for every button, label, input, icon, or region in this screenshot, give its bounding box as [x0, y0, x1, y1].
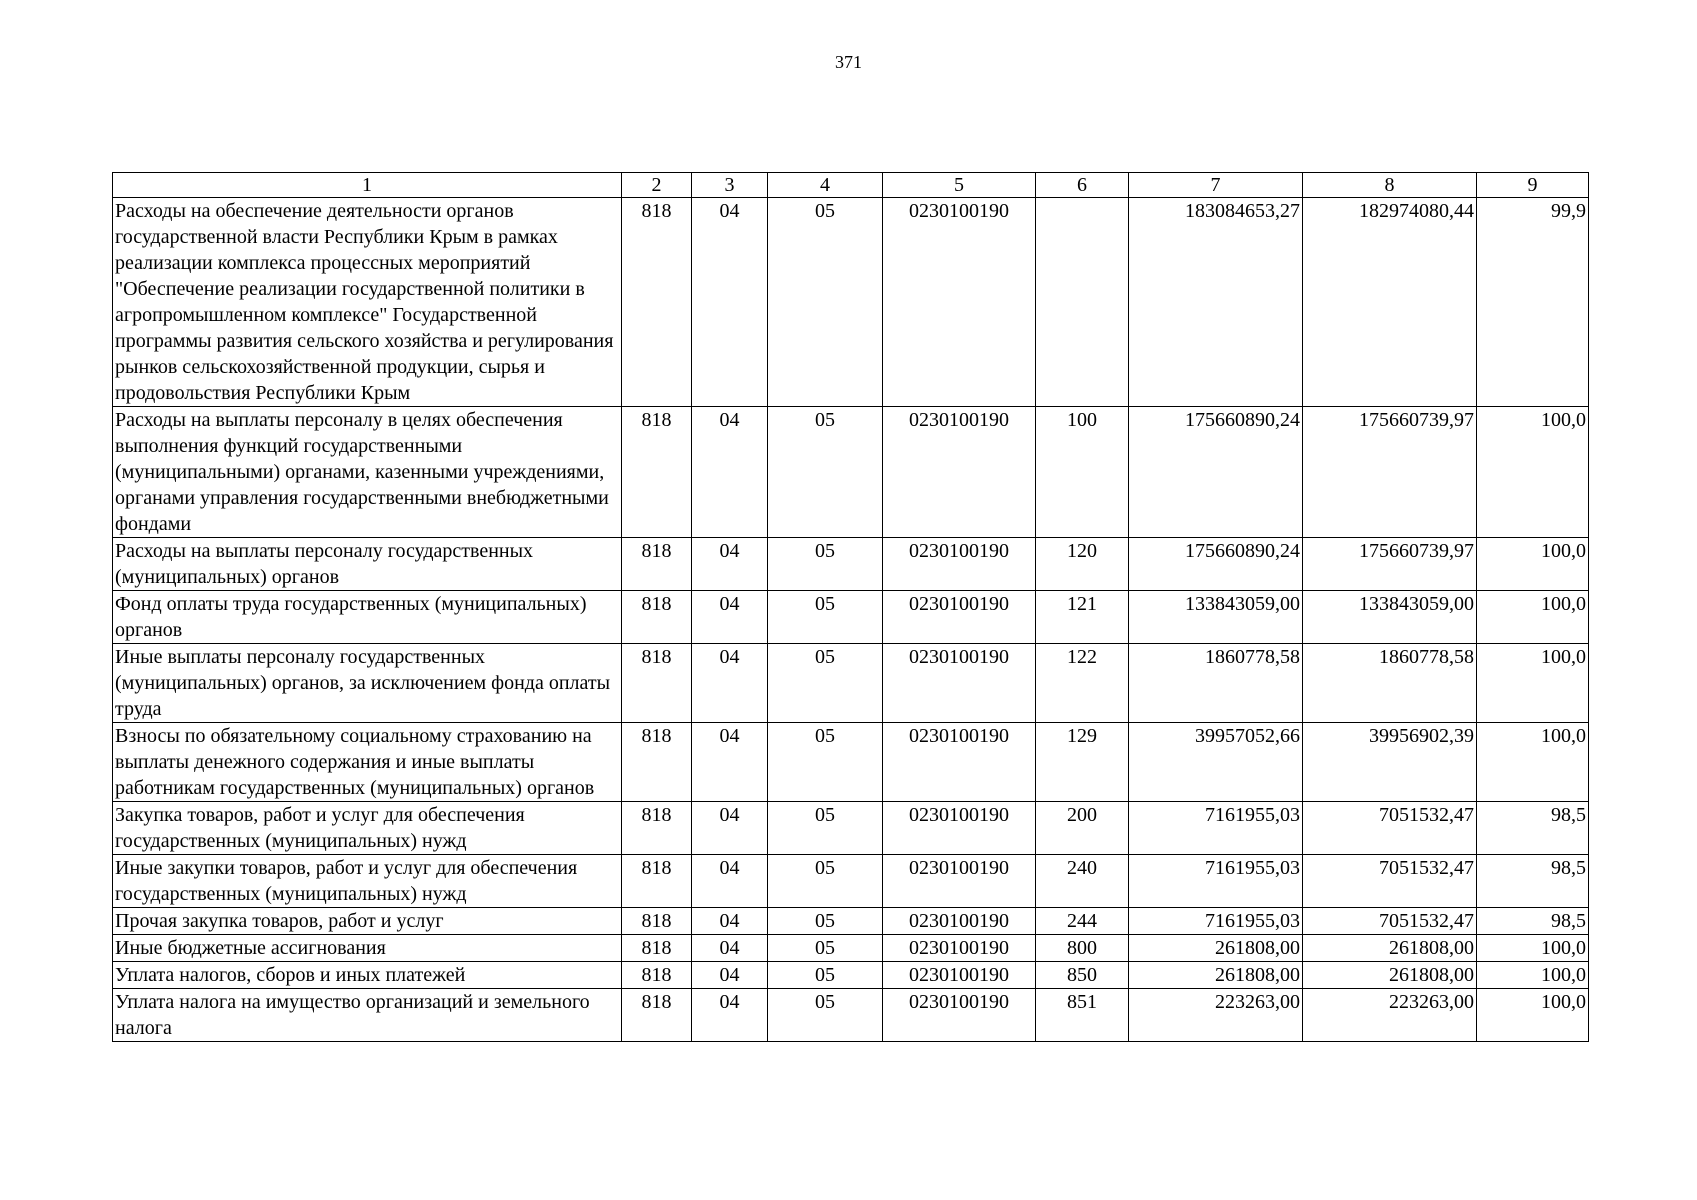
expense-name-cell: Расходы на выплаты персоналу в целях обеспечения выполнения функций государственными (муниципальными) органами, казенными учреждениями, органами управления государственными внебюджетными фондами	[113, 407, 622, 538]
header-cell: 1	[113, 173, 622, 198]
table-row	[113, 591, 1589, 644]
target-article-cell: 0230100190	[883, 591, 1036, 644]
table-row	[113, 723, 1589, 802]
planned-amount-cell: 1860778,58	[1129, 644, 1303, 723]
executed-amount-cell: 261808,00	[1303, 935, 1477, 962]
executed-amount-cell: 175660739,97	[1303, 538, 1477, 591]
table-row	[113, 855, 1589, 908]
table-row	[113, 802, 1589, 855]
expense-type-cell: 100	[1036, 407, 1129, 538]
ministry-code-cell: 818	[622, 644, 692, 723]
expense-name-cell: Уплата налогов, сборов и иных платежей	[113, 962, 622, 989]
section-code-cell: 04	[692, 198, 768, 407]
section-code-cell: 04	[692, 644, 768, 723]
expense-type-cell: 122	[1036, 644, 1129, 723]
header-cell: 4	[768, 173, 883, 198]
target-article-cell: 0230100190	[883, 644, 1036, 723]
header-cell: 2	[622, 173, 692, 198]
target-article-cell: 0230100190	[883, 935, 1036, 962]
subsection-code-cell: 05	[768, 591, 883, 644]
expense-type-cell: 850	[1036, 962, 1129, 989]
subsection-code-cell: 05	[768, 935, 883, 962]
execution-percent-cell: 100,0	[1477, 723, 1589, 802]
table-row	[113, 908, 1589, 935]
executed-amount-cell: 39956902,39	[1303, 723, 1477, 802]
expense-name-cell: Взносы по обязательному социальному страхованию на выплаты денежного содержания и иные выплаты работникам государственных (муниципальных) органов	[113, 723, 622, 802]
expense-type-cell: 244	[1036, 908, 1129, 935]
header-cell: 6	[1036, 173, 1129, 198]
subsection-code-cell: 05	[768, 989, 883, 1042]
target-article-cell: 0230100190	[883, 198, 1036, 407]
executed-amount-cell: 1860778,58	[1303, 644, 1477, 723]
ministry-code-cell: 818	[622, 908, 692, 935]
ministry-code-cell: 818	[622, 723, 692, 802]
planned-amount-cell: 223263,00	[1129, 989, 1303, 1042]
section-code-cell: 04	[692, 855, 768, 908]
table-row	[113, 935, 1589, 962]
section-code-cell: 04	[692, 591, 768, 644]
planned-amount-cell: 7161955,03	[1129, 908, 1303, 935]
target-article-cell: 0230100190	[883, 962, 1036, 989]
expense-name-cell: Иные закупки товаров, работ и услуг для обеспечения государственных (муниципальных) нужд	[113, 855, 622, 908]
executed-amount-cell: 7051532,47	[1303, 908, 1477, 935]
header-cell: 5	[883, 173, 1036, 198]
page-number: 371	[835, 52, 862, 72]
subsection-code-cell: 05	[768, 802, 883, 855]
ministry-code-cell: 818	[622, 198, 692, 407]
table-row	[113, 644, 1589, 723]
execution-percent-cell: 100,0	[1477, 644, 1589, 723]
planned-amount-cell: 7161955,03	[1129, 855, 1303, 908]
expense-name-cell: Фонд оплаты труда государственных (муниципальных) органов	[113, 591, 622, 644]
planned-amount-cell: 261808,00	[1129, 962, 1303, 989]
expense-name-cell: Иные выплаты персоналу государственных (муниципальных) органов, за исключением фонда оплаты труда	[113, 644, 622, 723]
target-article-cell: 0230100190	[883, 908, 1036, 935]
planned-amount-cell: 175660890,24	[1129, 407, 1303, 538]
header-cell: 3	[692, 173, 768, 198]
subsection-code-cell: 05	[768, 908, 883, 935]
target-article-cell: 0230100190	[883, 855, 1036, 908]
executed-amount-cell: 175660739,97	[1303, 407, 1477, 538]
executed-amount-cell: 7051532,47	[1303, 802, 1477, 855]
expense-type-cell: 800	[1036, 935, 1129, 962]
budget-table	[112, 172, 1589, 1042]
target-article-cell: 0230100190	[883, 723, 1036, 802]
expense-name-cell: Расходы на выплаты персоналу государственных (муниципальных) органов	[113, 538, 622, 591]
table-row	[113, 198, 1589, 407]
header-row	[113, 173, 1589, 198]
expense-type-cell: 200	[1036, 802, 1129, 855]
ministry-code-cell: 818	[622, 407, 692, 538]
expense-type-cell: 240	[1036, 855, 1129, 908]
execution-percent-cell: 100,0	[1477, 538, 1589, 591]
expense-name-cell: Расходы на обеспечение деятельности органов государственной власти Республики Крым в рамках реализации комплекса процессных мероприятий "Обеспечение реализации государственной политики в агропромышленном комплексе" Государственной программы развития сельского хозяйства и регулирования рынков сельскохозяйственной продукции, сырья и продовольствия Республики Крым	[113, 198, 622, 407]
section-code-cell: 04	[692, 802, 768, 855]
expense-name-cell: Иные бюджетные ассигнования	[113, 935, 622, 962]
expense-type-cell	[1036, 198, 1129, 407]
execution-percent-cell: 98,5	[1477, 802, 1589, 855]
execution-percent-cell: 100,0	[1477, 962, 1589, 989]
executed-amount-cell: 223263,00	[1303, 989, 1477, 1042]
subsection-code-cell: 05	[768, 723, 883, 802]
header-cell: 9	[1477, 173, 1589, 198]
ministry-code-cell: 818	[622, 962, 692, 989]
ministry-code-cell: 818	[622, 802, 692, 855]
expense-name-cell: Уплата налога на имущество организаций и земельного налога	[113, 989, 622, 1042]
planned-amount-cell: 7161955,03	[1129, 802, 1303, 855]
expense-type-cell: 120	[1036, 538, 1129, 591]
section-code-cell: 04	[692, 962, 768, 989]
subsection-code-cell: 05	[768, 855, 883, 908]
table-row	[113, 407, 1589, 538]
target-article-cell: 0230100190	[883, 407, 1036, 538]
section-code-cell: 04	[692, 989, 768, 1042]
execution-percent-cell: 100,0	[1477, 407, 1589, 538]
section-code-cell: 04	[692, 723, 768, 802]
ministry-code-cell: 818	[622, 935, 692, 962]
executed-amount-cell: 7051532,47	[1303, 855, 1477, 908]
subsection-code-cell: 05	[768, 198, 883, 407]
table-row	[113, 962, 1589, 989]
section-code-cell: 04	[692, 538, 768, 591]
execution-percent-cell: 100,0	[1477, 591, 1589, 644]
executed-amount-cell: 261808,00	[1303, 962, 1477, 989]
ministry-code-cell: 818	[622, 989, 692, 1042]
planned-amount-cell: 261808,00	[1129, 935, 1303, 962]
ministry-code-cell: 818	[622, 538, 692, 591]
section-code-cell: 04	[692, 935, 768, 962]
table-row	[113, 538, 1589, 591]
execution-percent-cell: 98,5	[1477, 908, 1589, 935]
subsection-code-cell: 05	[768, 962, 883, 989]
header-cell: 7	[1129, 173, 1303, 198]
execution-percent-cell: 99,9	[1477, 198, 1589, 407]
table-row	[113, 989, 1589, 1042]
execution-percent-cell: 100,0	[1477, 989, 1589, 1042]
planned-amount-cell: 183084653,27	[1129, 198, 1303, 407]
header-cell: 8	[1303, 173, 1477, 198]
target-article-cell: 0230100190	[883, 989, 1036, 1042]
target-article-cell: 0230100190	[883, 802, 1036, 855]
subsection-code-cell: 05	[768, 407, 883, 538]
expense-name-cell: Прочая закупка товаров, работ и услуг	[113, 908, 622, 935]
section-code-cell: 04	[692, 407, 768, 538]
subsection-code-cell: 05	[768, 538, 883, 591]
planned-amount-cell: 39957052,66	[1129, 723, 1303, 802]
executed-amount-cell: 182974080,44	[1303, 198, 1477, 407]
planned-amount-cell: 175660890,24	[1129, 538, 1303, 591]
ministry-code-cell: 818	[622, 591, 692, 644]
planned-amount-cell: 133843059,00	[1129, 591, 1303, 644]
target-article-cell: 0230100190	[883, 538, 1036, 591]
executed-amount-cell: 133843059,00	[1303, 591, 1477, 644]
expense-name-cell: Закупка товаров, работ и услуг для обеспечения государственных (муниципальных) нужд	[113, 802, 622, 855]
execution-percent-cell: 100,0	[1477, 935, 1589, 962]
expense-type-cell: 851	[1036, 989, 1129, 1042]
expense-type-cell: 129	[1036, 723, 1129, 802]
execution-percent-cell: 98,5	[1477, 855, 1589, 908]
expense-type-cell: 121	[1036, 591, 1129, 644]
ministry-code-cell: 818	[622, 855, 692, 908]
section-code-cell: 04	[692, 908, 768, 935]
subsection-code-cell: 05	[768, 644, 883, 723]
